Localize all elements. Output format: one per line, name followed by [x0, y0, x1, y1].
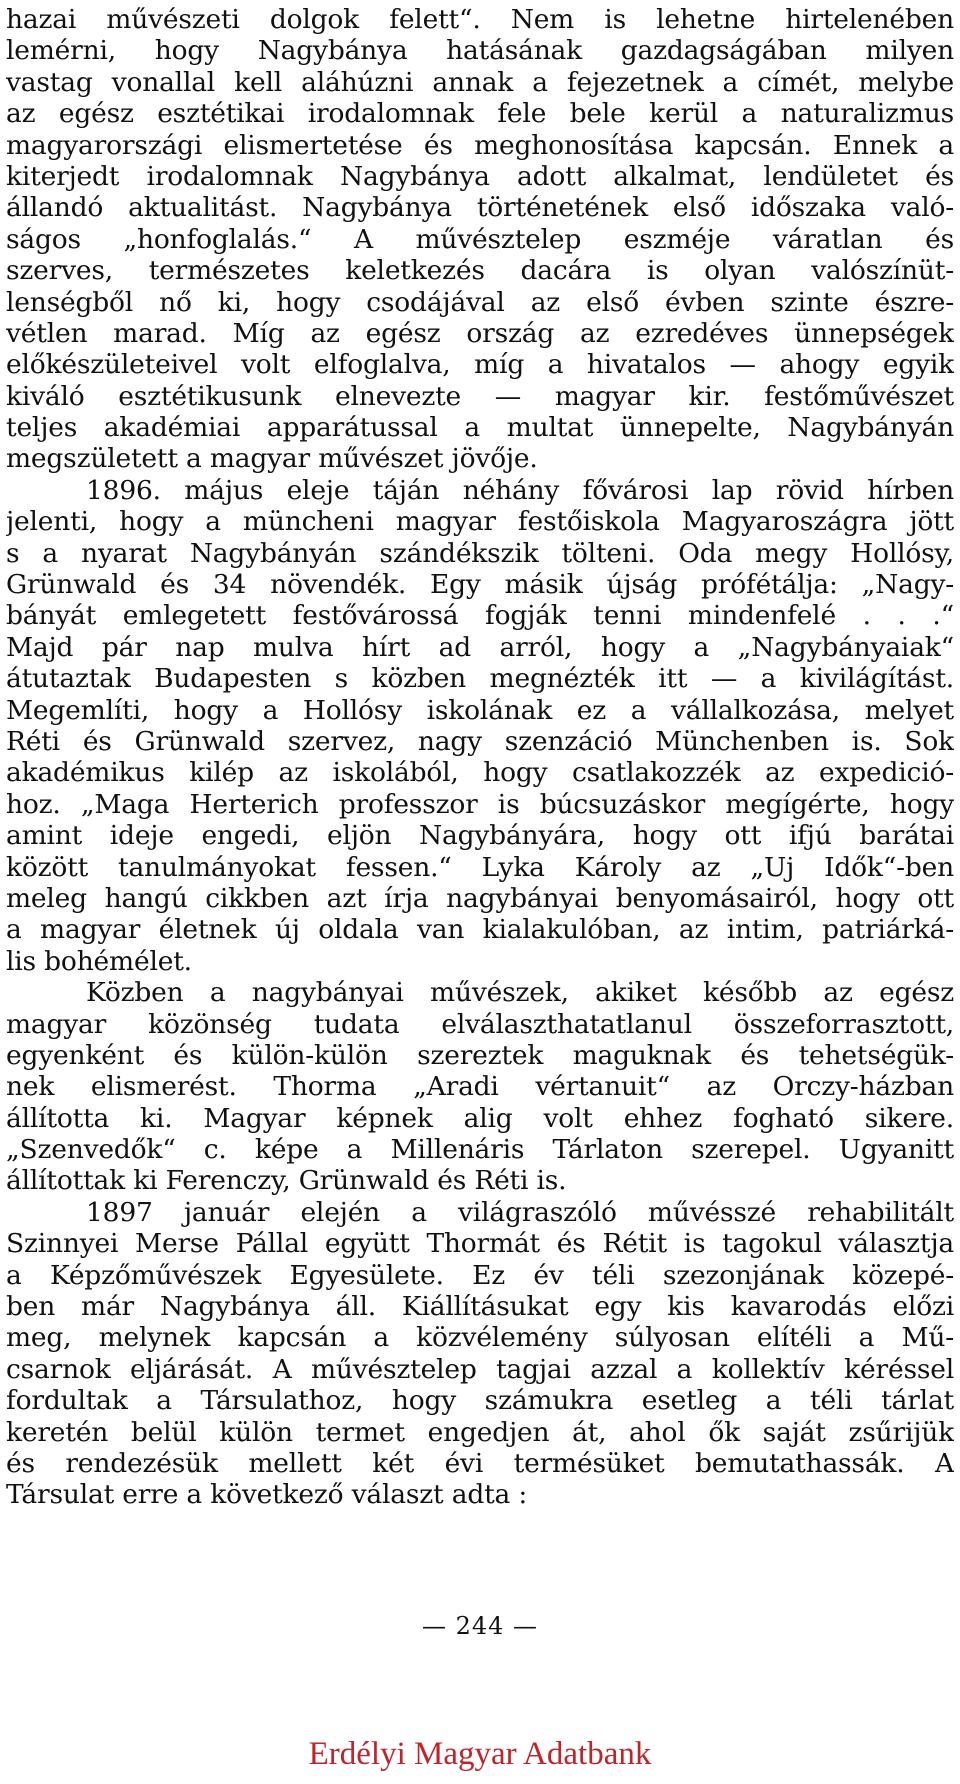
paragraph-2	[6, 475, 954, 977]
paragraph-3	[6, 977, 954, 1197]
text-line: előkészületeivel volt elfoglalva, míg a hivatalos — ahogy egyik	[6, 349, 954, 381]
text-line: magyarországi elismertetése és meghonosítása kapcsán. Ennek a	[6, 129, 954, 161]
text-line: bányát emlegetett festővárossá fogják tenni mindenfelé . . .“	[6, 600, 954, 632]
text-line: állítottak ki Ferenczy, Grünwald és Réti is.	[6, 1165, 567, 1197]
text-line: lemérni, hogy Nagybánya hatásának gazdagságában milyen	[6, 35, 954, 67]
text-line: között tanulmányokat fessen.“ Lyka Károly az „Uj Idők“-ben	[6, 851, 954, 883]
text-line: Szinnyei Merse Pállal együtt Thormát és Rétit is tagokul választja	[6, 1228, 954, 1260]
text-line: 1896. május eleje táján néhány fővárosi lap rövid hírben	[86, 474, 954, 506]
footer-credit: Erdélyi Magyar Adatbank	[308, 1736, 652, 1772]
text-line: egyenként és külön-külön szereztek maguknak és tehetségük-	[6, 1039, 954, 1071]
text-line: hazai művészeti dolgok felett“. Nem is lehetne hirtelenében	[6, 4, 954, 35]
text-line: az egész esztétikai irodalomnak fele bele kerül a naturalizmus	[6, 98, 954, 130]
text-line: ságos „honfoglalás.“ A művésztelep eszméje váratlan és	[6, 223, 954, 255]
text-line: a Képzőművészek Egyesülete. Ez év téli szezonjának közepé-	[6, 1259, 954, 1291]
text-line: ben már Nagybánya áll. Kiállításukat egy kis kavarodás előzi	[6, 1291, 954, 1323]
text-line: csarnok eljárását. A művésztelep tagjai azzal a kollektív kéréssel	[6, 1353, 954, 1385]
text-line: állandó aktualitást. Nagybánya történetének első időszaka való-	[6, 192, 954, 224]
text-line: lenségből nő ki, hogy csodájával az első évben szinte észre-	[6, 286, 954, 318]
text-line: meleg hangú cikkben azt írja nagybányai benyomásairól, hogy ott	[6, 882, 954, 914]
text-line: s a nyarat Nagybányán szándékszik tölteni. Oda megy Hollósy,	[6, 537, 954, 569]
text-line: Majd pár nap mulva hírt ad arról, hogy a „Nagybányaiak“	[6, 631, 954, 663]
text-line: vastag vonallal kell aláhúzni annak a fejezetnek a címét, melybe	[6, 66, 954, 98]
text-line: Társulat erre a következő választ adta :	[6, 1479, 528, 1511]
paragraph-4	[6, 1197, 954, 1511]
text-line: nek elismerést. Thorma „Aradi vértanuit“ az Orczy-házban	[6, 1071, 954, 1103]
document-page	[6, 4, 954, 1784]
text-line: szerves, természetes keletkezés dacára is olyan valószínüt-	[6, 255, 954, 287]
text-line: és rendezésük mellett két évi termésüket bemutathassák. A	[6, 1447, 954, 1479]
text-line: átutaztak Budapesten s közben megnézték itt — a kivilágítást.	[6, 663, 954, 695]
text-line: keretén belül külön termet engedjen át, ahol ők saját zsűrijük	[6, 1416, 954, 1448]
page-number: — 244 —	[421, 1612, 539, 1640]
text-line: lis bohémélet.	[6, 945, 192, 977]
text-line: fordultak a Társulathoz, hogy számukra esetleg a téli tárlat	[6, 1385, 954, 1417]
text-line: akadémikus kilép az iskolából, hogy csatlakozzék az expedició-	[6, 757, 954, 789]
text-line: Megemlíti, hogy a Hollósy iskolának ez a vállalkozása, melyet	[6, 694, 954, 726]
text-line: a magyar életnek új oldala van kialakulóban, az intim, patriárká-	[6, 914, 954, 946]
text-line: jelenti, hogy a müncheni magyar festőiskola Magyaroszágra jött	[6, 506, 954, 538]
text-line: magyar közönség tudata elválaszthatatlanul összeforrasztott,	[6, 1008, 954, 1040]
text-line: teljes akadémiai apparátussal a multat ünnepelte, Nagybányán	[6, 412, 954, 444]
text-line: Réti és Grünwald szervez, nagy szenzáció Münchenben is. Sok	[6, 725, 954, 757]
paragraph-1	[6, 4, 954, 475]
text-line: Grünwald és 34 növendék. Egy másik újság prófétálja: „Nagy-	[6, 569, 954, 601]
text-line: „Szenvedők“ c. képe a Millenáris Tárlaton szerepel. Ugyanitt	[6, 1134, 954, 1166]
text-line: amint ideje engedi, eljön Nagybányára, hogy ott ifjú barátai	[6, 820, 954, 852]
text-line: meg, melynek kapcsán a közvélemény súlyosan elítéli a Mű-	[6, 1322, 954, 1354]
text-line: Közben a nagybányai művészek, akiket később az egész	[86, 977, 954, 1009]
text-line: vétlen marad. Míg az egész ország az ezredéves ünnepségek	[6, 317, 954, 349]
text-line: állította ki. Magyar képnek alig volt ehhez fogható sikere.	[6, 1102, 954, 1134]
text-line: hoz. „Maga Herterich professzor is búcsuzáskor megígérte, hogy	[6, 788, 954, 820]
text-line: kiváló esztétikusunk elnevezte — magyar kir. festőművészet	[6, 380, 954, 412]
text-line: megszületett a magyar művészet jövője.	[6, 443, 538, 475]
text-line: 1897 január elején a világraszóló művésszé rehabilitált	[86, 1196, 954, 1228]
text-line: kiterjedt irodalomnak Nagybánya adott alkalmat, lendületet és	[6, 160, 954, 192]
